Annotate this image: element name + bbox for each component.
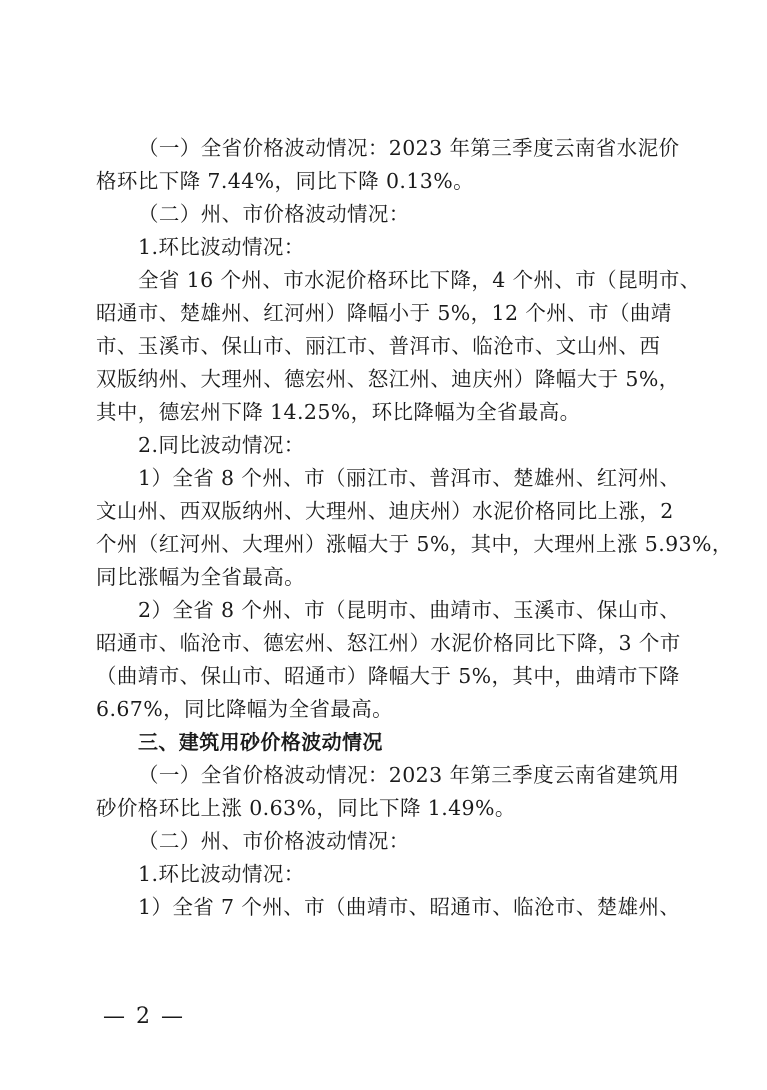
paragraph-line: 1.环比波动情况： xyxy=(138,862,305,886)
paragraph-line: 格环比下降 7.44%，同比下降 0.13%。 xyxy=(96,169,474,193)
paragraph-line: 其中，德宏州下降 14.25%，环比降幅为全省最高。 xyxy=(96,400,581,424)
paragraph-line: 双版纳州、大理州、德宏州、怒江州、迪庆州）降幅大于 5%， xyxy=(96,367,680,391)
paragraph-line: 2）全省 8 个州、市（昆明市、曲靖市、玉溪市、保山市、 xyxy=(138,598,681,622)
paragraph-line: 文山州、西双版纳州、大理州、迪庆州）水泥价格同比上涨，2 xyxy=(96,499,674,523)
paragraph-line: 砂价格环比上涨 0.63%，同比下降 1.49%。 xyxy=(96,796,516,820)
paragraph-line: （二）州、市价格波动情况： xyxy=(138,829,410,853)
paragraph-line: 昭通市、楚雄州、红河州）降幅小于 5%，12 个州、市（曲靖 xyxy=(96,301,672,325)
paragraph-line: （一）全省价格波动情况：2023 年第三季度云南省建筑用 xyxy=(138,763,680,787)
document-body xyxy=(96,132,733,924)
page-number: — 2 — xyxy=(103,1004,185,1029)
paragraph-line: 1）全省 8 个州、市（丽江市、普洱市、楚雄州、红河州、 xyxy=(138,466,681,490)
paragraph-line: 6.67%，同比降幅为全省最高。 xyxy=(96,697,394,721)
paragraph-line: 2.同比波动情况： xyxy=(138,433,305,457)
paragraph-line: 市、玉溪市、保山市、丽江市、普洱市、临沧市、文山州、西 xyxy=(96,334,661,358)
paragraph-line: 昭通市、临沧市、德宏州、怒江州）水泥价格同比下降，3 个市 xyxy=(96,631,681,655)
section-heading: 三、建筑用砂价格波动情况 xyxy=(138,730,383,754)
paragraph-line: 1）全省 7 个州、市（曲靖市、昭通市、临沧市、楚雄州、 xyxy=(138,895,681,919)
paragraph-line: 全省 16 个州、市水泥价格环比下降，4 个州、市（昆明市、 xyxy=(138,268,701,292)
paragraph-line: （二）州、市价格波动情况： xyxy=(138,202,410,226)
paragraph-line: 个州（红河州、大理州）涨幅大于 5%，其中，大理州上涨 5.93%， xyxy=(96,532,733,556)
paragraph-line: （一）全省价格波动情况：2023 年第三季度云南省水泥价 xyxy=(138,136,680,160)
paragraph-line: 1.环比波动情况： xyxy=(138,235,305,259)
paragraph-line: （曲靖市、保山市、昭通市）降幅大于 5%，其中，曲靖市下降 xyxy=(96,664,680,688)
paragraph-line: 同比涨幅为全省最高。 xyxy=(96,565,305,589)
